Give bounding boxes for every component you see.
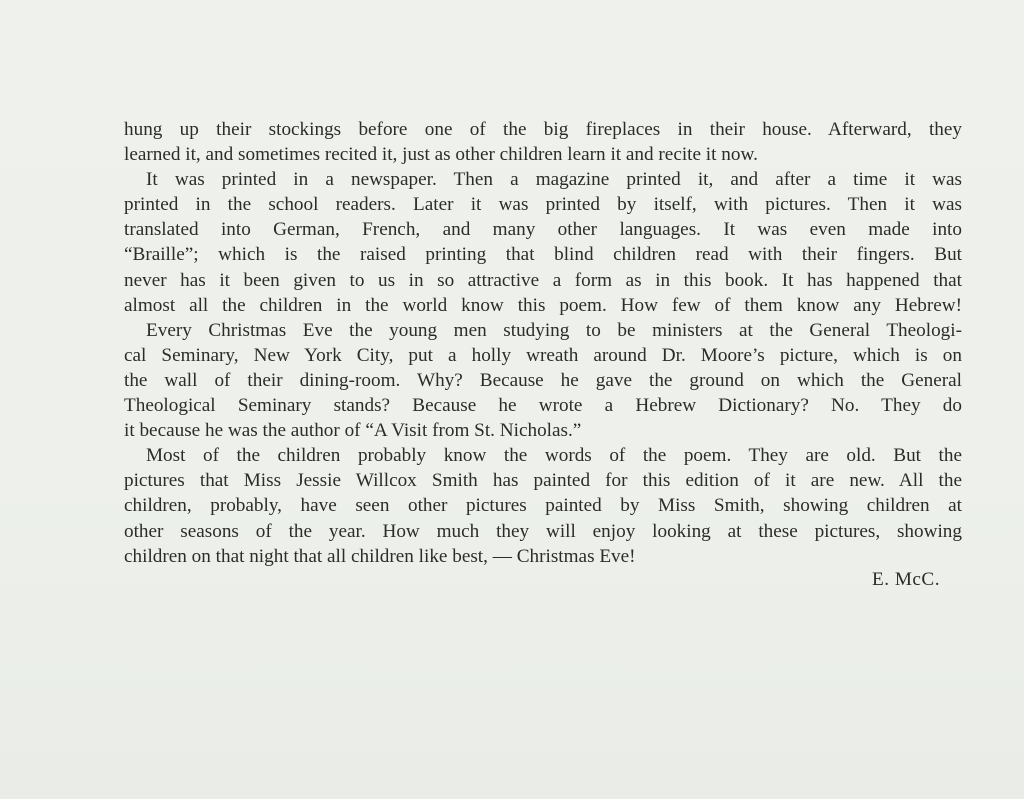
signature: E. McC.	[872, 569, 940, 590]
text-line: learned it, and sometimes recited it, just as other children learn it and recite it now.	[124, 144, 758, 166]
text-line: the wall of their dining-room. Why? Because he gave the ground on which the General	[124, 369, 962, 391]
body-text	[124, 117, 962, 569]
text-line: never has it been given to us in so attractive a form as in this book. It has happened that	[124, 269, 962, 291]
text-line: almost all the children in the world know this poem. How few of them know any Hebrew!	[124, 294, 962, 316]
text-line: other seasons of the year. How much they will enjoy looking at these pictures, showing	[124, 520, 962, 542]
text-line: hung up their stockings before one of the big fireplaces in their house. Afterward, they	[124, 119, 962, 140]
text-line: cal Seminary, New York City, put a holly wreath around Dr. Moore’s picture, which is on	[124, 344, 962, 366]
text-line: Theological Seminary stands? Because he wrote a Hebrew Dictionary? No. They do	[124, 395, 962, 417]
text-line: It was printed in a newspaper. Then a magazine printed it, and after a time it was	[146, 169, 962, 191]
text-line: translated into German, French, and many other languages. It was even made into	[124, 219, 962, 241]
text-line: pictures that Miss Jessie Willcox Smith has painted for this edition of it are new. All the	[124, 470, 962, 492]
text-line: Every Christmas Eve the young men studying to be ministers at the General Theologi-	[146, 319, 962, 341]
text-line: “Braille”; which is the raised printing that blind children read with their fingers. But	[124, 244, 962, 266]
text-line: children, probably, have seen other pictures painted by Miss Smith, showing children at	[124, 495, 962, 517]
text-line: Most of the children probably know the words of the poem. They are old. But the	[146, 445, 962, 467]
text-line: it because he was the author of “A Visit from St. Nicholas.”	[124, 420, 582, 442]
text-line: children on that night that all children like best, — Christmas Eve!	[124, 545, 636, 567]
text-line: printed in the school readers. Later it was printed by itself, with pictures. Then it was	[124, 194, 962, 216]
